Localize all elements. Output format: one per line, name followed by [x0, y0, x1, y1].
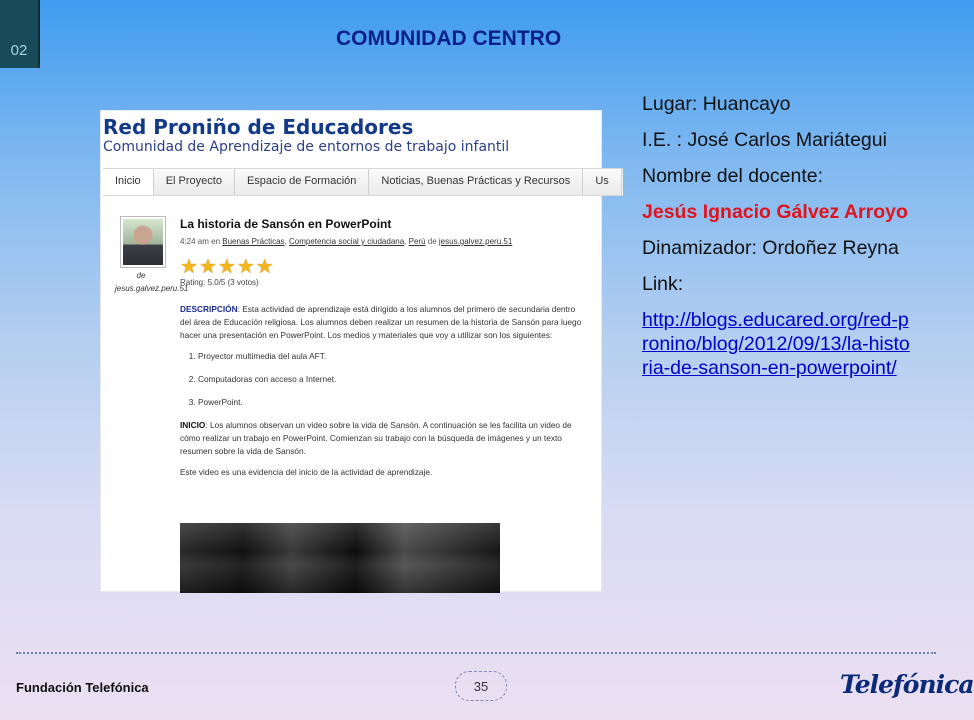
blog-nav-bar — [103, 168, 623, 196]
nav-item-el-proyecto[interactable]: El Proyecto — [154, 169, 235, 195]
blog-screenshot — [101, 111, 609, 591]
inicio-label: INICIO — [180, 420, 206, 430]
author-avatar-frame[interactable] — [120, 216, 166, 268]
dinamizador-text: Dinamizador: Ordoñez Reyna — [642, 237, 899, 259]
evidence-text: Este video es una evidencia del inicio de la actividad de aprendizaje. — [180, 467, 433, 477]
post-title[interactable]: La historia de Sansón en PowerPoint — [180, 217, 392, 231]
author-link[interactable]: jesus.galvez.peru.51 — [438, 237, 513, 246]
telefonica-logo: Telefónica — [840, 670, 974, 699]
description-text: : Esta actividad de aprendizaje está dirigido a los alumnos del primero de secundaria dentro del área de Educación religiosa. Los alumnos deben realizar un resumen de la historia de Sansón para luego hacer una presentación en PowerPoint. Los medios y materiales que voy a utilizar son los siguientes: — [180, 304, 582, 340]
list-item: 3. PowerPoint. — [198, 396, 585, 409]
nav-item-noticias[interactable]: Noticias, Buenas Prácticas y Recursos — [369, 169, 583, 195]
page-number: 35 — [455, 671, 507, 701]
post-body — [180, 303, 585, 487]
tag-link-buenas-practicas[interactable]: Buenas Prácticas — [222, 237, 285, 246]
inicio-text: : Los alumnos observan un video sobre la vida de Sansón. A continuación se les facilita un video de cómo realizar un trabajo en PowerPoint. Comienzan su trabajo con la búsqueda de imágenes y un texto resumen sobre la vida de Sansón. — [180, 420, 572, 456]
footer-org: Fundación Telefónica — [16, 680, 149, 695]
institution-text: I.E. : José Carlos Mariátegui — [642, 129, 887, 151]
section-tab — [0, 0, 40, 68]
list-item: 1. Proyector multimedia del aula AFT. — [198, 350, 585, 363]
star-icon[interactable]: ★ — [236, 256, 255, 278]
slide-title: COMUNIDAD CENTRO — [336, 27, 562, 50]
blog-subtitle: Comunidad de Aprendizaje de entornos de trabajo infantil — [103, 139, 510, 155]
post-time: 4:24 am en — [180, 237, 221, 246]
docente-name: Jesús Ignacio Gálvez Arroyo — [642, 201, 908, 223]
star-icon[interactable]: ★ — [180, 256, 198, 278]
nav-item-espacio-formacion[interactable]: Espacio de Formación — [235, 169, 369, 195]
link-label: Link: — [642, 273, 684, 295]
materials-list — [198, 350, 585, 409]
author-caption: de jesus.galvez.peru.51 — [115, 271, 189, 293]
info-panel — [642, 92, 912, 392]
section-number: 02 — [10, 41, 28, 59]
avatar — [123, 219, 163, 265]
docente-label: Nombre del docente: — [642, 165, 824, 187]
lugar-text: Lugar: Huancayo — [642, 93, 791, 115]
rating-stars[interactable] — [180, 257, 274, 277]
tag-link-peru[interactable]: Perú — [408, 237, 426, 246]
footer-divider — [16, 652, 936, 654]
post-meta: 4:24 am en Buenas Prácticas, Competencia social y ciudadana, Perú de jesus.galvez.peru.51 — [180, 237, 513, 246]
blog-title: Red Proniño de Educadores — [103, 115, 414, 139]
star-icon[interactable]: ★ — [255, 256, 274, 278]
description-label: DESCRIPCIÓN — [180, 304, 238, 314]
star-icon[interactable]: ★ — [217, 256, 236, 278]
video-player[interactable] — [180, 523, 500, 593]
list-item: 2. Computadoras con acceso a Internet. — [198, 373, 585, 386]
star-icon[interactable]: ★ — [198, 256, 217, 278]
rating-text: Rating: 5.0/5 (3 votos) — [180, 278, 259, 287]
nav-item-us[interactable]: Us — [583, 169, 621, 195]
blog-link[interactable]: http://blogs.educared.org/red-pronino/blog/2012/09/13/la-historia-de-sanson-en-powerpoint/ — [642, 309, 910, 379]
nav-item-inicio[interactable]: Inicio — [103, 169, 154, 195]
tag-link-competencia[interactable]: Competencia social y ciudadana — [288, 237, 405, 246]
post-meta-de: de — [427, 237, 437, 246]
